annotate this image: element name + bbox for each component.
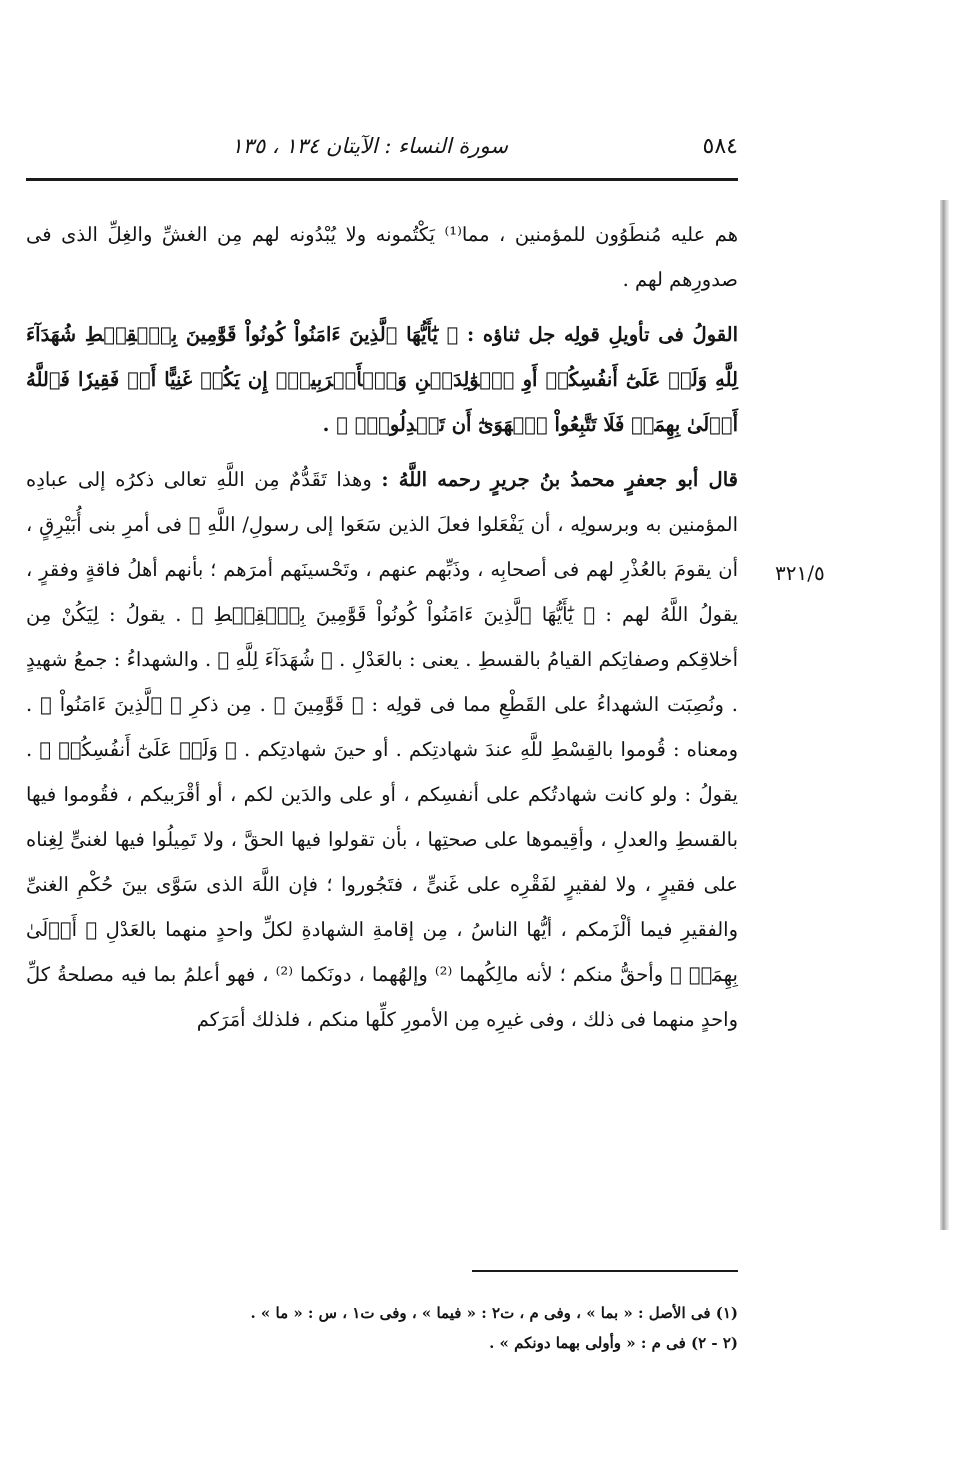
commentary-lead: قال أبو جعفرٍ محمدُ بنُ جريرٍ رحمه اللَّهُ : <box>381 468 738 491</box>
footnotes <box>26 1298 738 1358</box>
margin-reference: ٣٢١/٥ <box>775 561 825 585</box>
paragraph-verse-heading: القولُ فى تأويلِ قولِه جل ثناؤه : ﴿ يَٰٓأَيُّهَا ٱلَّذِينَ ءَامَنُواْ كُونُواْ قَوَّٰمِينَ بِٱلۡقِسۡطِ شُهَدَآءَ لِلَّهِ وَلَوۡ عَلَىٰٓ أَنفُسِكُمۡ أَوِ ٱلۡوَٰلِدَيۡنِ وَٱلۡأَقۡرَبِينَۚ إِن يَكُنۡ غَنِيًّا أَوۡ فَقِيرٗا فَٱللَّهُ أَوۡلَىٰ بِهِمَاۖ فَلَا تَتَّبِعُواْ ٱلۡهَوَىٰٓ أَن تَعۡدِلُواْۚ ﴾ . <box>26 323 738 436</box>
paragraph-commentary <box>26 457 738 1042</box>
binding-edge <box>940 200 949 1230</box>
commentary-text: وهذا تَقَدُّمٌ مِن اللَّهِ تعالى ذكرُه إلى عبادِه المؤمنين به وبرسولِه ، أن يَفْعَلوا فعلَ الذين سَعَوا إلى رسولِ/ اللَّهِ ﷺ فى أمرِ بنى أُبَيْرِقٍ ، أن يقومَ بالعُذْرِ لهم فى أصحابِه ، وذَبِّهم عنهم ، وتَحْسينَهم أمرَهم ؛ بأنهم أهلُ فاقةٍ وفقرٍ ، يقولُ اللَّهُ لهم : ﴿ يَٰٓأَيُّهَا ٱلَّذِينَ ءَامَنُواْ كُونُواْ قَوَّٰمِينَ بِٱلۡقِسۡطِ ﴾ . يقولُ : لِيَكُنْ مِن أخلاقِكم وصفاتِكم القيامُ بالقسطِ . يعنى : بالعَدْلِ . ﴿ شُهَدَآءَ لِلَّهِ ﴾ . والشهداءُ : جمعُ شهيدٍ . ونُصِبَت الشهداءُ على القَطْعِ مما فى قولِه : ﴿ قَوَّٰمِينَ ﴾ . مِن ذكرِ ﴿ ٱلَّذِينَ ءَامَنُواْ ﴾ . ومعناه : قُوموا بالقِسْطِ للَّهِ عندَ شهادتِكم . أو حينَ شهادتِكم . ﴿ وَلَوۡ عَلَىٰٓ أَنفُسِكُمۡ ﴾ . يقولُ : ولو كانت شهادتُكم على أنفسِكم ، أو على والدَين لكم ، أو أقْرَبيكم ، فقُوموا فيها بالقسطِ والعدلِ ، وأقِيموها على صحتِها ، بأن تقولوا فيها الحقَّ ، ولا تَمِيلُوا فيها لغنىٍّ لِغِناه على فقيرٍ ، ولا لفقيرٍ لفَقْرِه على غَنىٍّ ، فتَجُوروا ؛ فإن اللَّهَ الذى سَوَّى بينَ حُكْمِ الغنىِّ والفقيرِ فيما ألْزَمكم ، أيُّها الناسُ ، مِن إقامةِ الشهادةِ لكلِّ واحدٍ منهما بالعَدْلِ ﴿ أَوۡلَىٰ بِهِمَاۖ ﴾ وأحقُّ منكم ؛ لأنه مالِكُهما ⁽²⁾ وإلهُهما ، دونَكما ⁽²⁾ ، فهو أعلمُ بما فيه مصلحةُ كلِّ واحدٍ منهما فى ذلك ، وفى غيرِه مِن الأمورِ كلِّها منكم ، فلذلك أمَرَكم <box>26 468 738 1031</box>
main-text <box>26 212 738 1042</box>
running-title: سورة النساء : الآيتان ١٣٤ ، ١٣٥ <box>231 134 508 158</box>
footnote-1: (١) فى الأصل : « بما » ، وفى م ، ت٢ : « فيما » ، وفى ت١ ، س : « ما » . <box>250 1304 738 1322</box>
page-header <box>26 124 738 168</box>
page-number: ٥٨٤ <box>702 134 738 159</box>
footnote-2: (٢ - ٢) فى م : « وأولى بهما دونكم » . <box>489 1334 738 1352</box>
header-rule <box>26 178 738 181</box>
footnote-rule <box>472 1270 738 1272</box>
paragraph-intro: هم عليه مُنطَوُون للمؤمنين ، مما⁽¹⁾ يَكْتُمونه ولا يُبْدُونه لهم مِن الغشِّ والغِلِّ الذى فى صدورِهم لهم . <box>26 223 738 291</box>
